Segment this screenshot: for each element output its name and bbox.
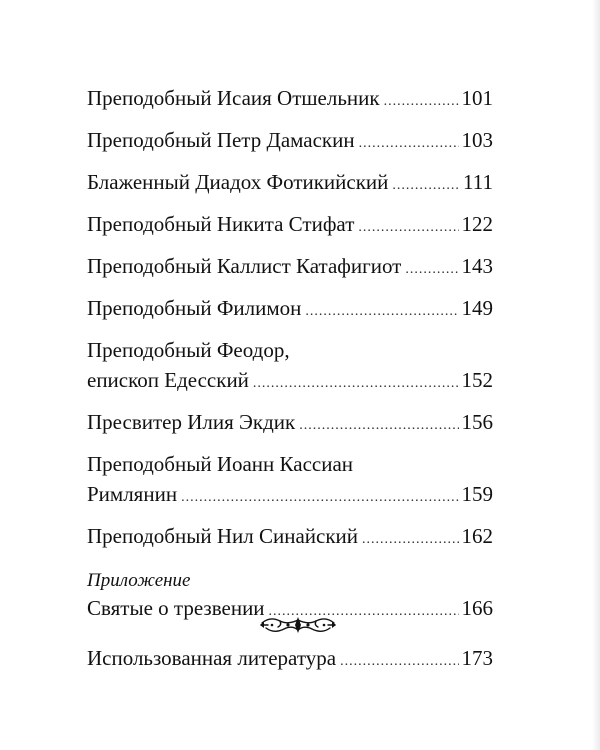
entry-title: Преподобный Никита Стифат [87,212,355,236]
page-number: 152 [461,368,493,392]
toc-line [87,407,493,441]
toc-entry-bibliography[interactable] [87,643,493,677]
toc-line [87,365,493,399]
toc-line [87,167,493,201]
toc-entry[interactable] [87,449,493,513]
appendix-label: Приложение [87,570,191,591]
toc-line [87,293,493,327]
page-number: 159 [461,482,493,506]
toc-entry[interactable] [87,335,493,399]
entry-title-second-line: Римлянин [87,482,178,506]
dot-leader [358,213,458,243]
toc-line [87,209,493,243]
table-of-contents [87,83,493,685]
dot-leader [384,87,459,117]
entry-title-first-line: Преподобный Иоанн Кассиан [87,452,354,476]
dot-leader [359,129,459,159]
entry-title: Преподобный Петр Дамаскин [87,128,355,152]
dot-leader [392,171,460,201]
entry-title: Преподобный Исаия Отшельник [87,86,380,110]
dot-leader [253,369,459,399]
page-edge [592,0,600,750]
page-number: 162 [461,524,493,548]
page-number: 149 [461,296,493,320]
toc-line [87,125,493,159]
page-number: 122 [461,212,493,236]
dot-leader [340,647,458,677]
dot-leader [305,297,458,327]
page-number: 156 [461,410,493,434]
page-number: 103 [461,128,493,152]
toc-line [87,251,493,285]
page-number: 166 [461,596,493,620]
entry-title-second-line: епископ Едесский [87,368,249,392]
page-number: 101 [461,86,493,110]
entry-title: Преподобный Каллист Катафигиот [87,254,402,278]
page-number: 111 [463,170,493,194]
toc-entry[interactable] [87,407,493,441]
toc-line [87,479,493,513]
toc-line [87,83,493,117]
entry-title: Святые о трезвении [87,596,265,620]
toc-entry[interactable] [87,209,493,243]
toc-entry[interactable] [87,251,493,285]
entry-title: Пресвитер Илия Экдик [87,410,296,434]
floral-ornament-icon [258,612,338,638]
toc-line [87,643,493,677]
entry-title: Преподобный Филимон [87,296,302,320]
dot-leader [405,255,458,285]
dot-leader [299,411,458,441]
toc-line [87,521,493,555]
toc-entry[interactable] [87,125,493,159]
page-number: 173 [461,646,493,670]
toc-entry[interactable] [87,167,493,201]
entry-title: Использованная литература [87,646,337,670]
dot-leader [181,483,458,513]
toc-entry[interactable] [87,521,493,555]
entry-title: Преподобный Нил Синайский [87,524,359,548]
page-number: 143 [461,254,493,278]
dot-leader [362,525,458,555]
entry-title: Блаженный Диадох Фотикийский [87,170,389,194]
toc-entry[interactable] [87,293,493,327]
toc-entry[interactable] [87,83,493,117]
entry-title-first-line: Преподобный Феодор, [87,338,290,362]
